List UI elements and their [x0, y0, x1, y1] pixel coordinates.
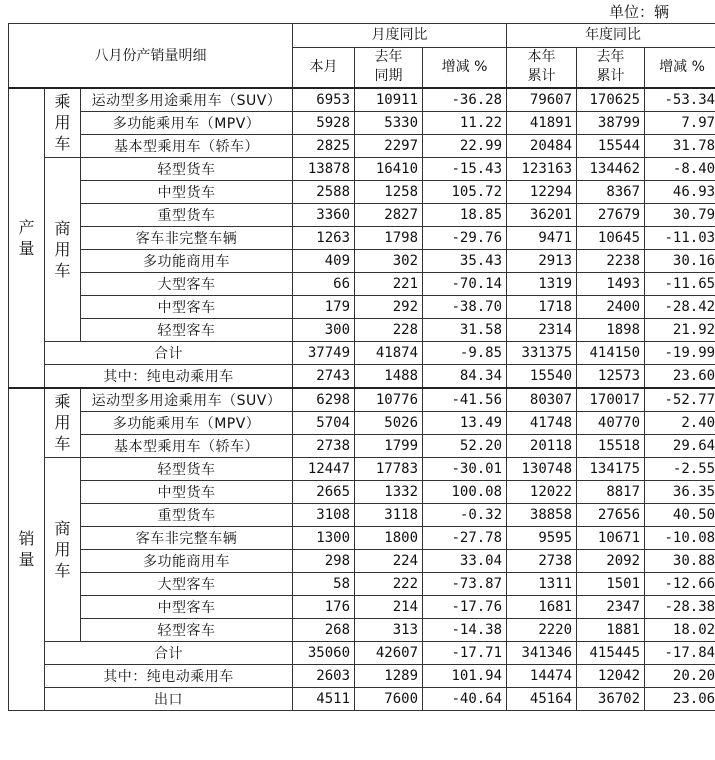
table-row [9, 503, 715, 526]
row-name: 合计 [45, 341, 293, 364]
table-title: 八月份产销量明细 [9, 24, 293, 88]
table-row [9, 180, 715, 203]
column-header: 去年 同期 [355, 48, 423, 88]
value-cell: -10.08 [645, 526, 715, 549]
value-cell: 2092 [577, 549, 645, 572]
value-cell: 170017 [577, 388, 645, 412]
production-section-label: 产 量 [9, 88, 45, 388]
value-cell: 1898 [577, 318, 645, 341]
table-row [9, 249, 715, 272]
value-cell: 9471 [507, 226, 577, 249]
row-name: 多功能乘用车（MPV） [81, 111, 293, 134]
value-cell: 2238 [577, 249, 645, 272]
sales-ev-row [9, 664, 715, 687]
value-cell: 37749 [293, 341, 355, 364]
value-cell: 40770 [577, 411, 645, 434]
value-cell: 10645 [577, 226, 645, 249]
value-cell: 3118 [355, 503, 423, 526]
row-name: 轻型客车 [81, 318, 293, 341]
value-cell: 176 [293, 595, 355, 618]
row-name: 基本型乘用车（轿车） [81, 434, 293, 457]
value-cell: 1798 [355, 226, 423, 249]
value-cell: 30.88 [645, 549, 715, 572]
value-cell: 1881 [577, 618, 645, 641]
table-row [9, 526, 715, 549]
value-cell: -28.38 [645, 595, 715, 618]
value-cell: -0.32 [423, 503, 507, 526]
value-cell: 5704 [293, 411, 355, 434]
value-cell: 100.08 [423, 480, 507, 503]
monthly-group-header: 月度同比 [293, 24, 507, 48]
value-cell: 1501 [577, 572, 645, 595]
table-row [9, 272, 715, 295]
value-cell: 2588 [293, 180, 355, 203]
value-cell: 8367 [577, 180, 645, 203]
value-cell: 23.60 [645, 364, 715, 388]
value-cell: 18.85 [423, 203, 507, 226]
table-row [9, 134, 715, 157]
value-cell: 1263 [293, 226, 355, 249]
table-row [9, 388, 715, 412]
value-cell: 409 [293, 249, 355, 272]
value-cell: 2738 [507, 549, 577, 572]
value-cell: 224 [355, 549, 423, 572]
value-cell: 1799 [355, 434, 423, 457]
value-cell: 41748 [507, 411, 577, 434]
row-name: 出口 [45, 687, 293, 710]
value-cell: 15540 [507, 364, 577, 388]
value-cell: -11.03 [645, 226, 715, 249]
value-cell: 27679 [577, 203, 645, 226]
value-cell: 1258 [355, 180, 423, 203]
value-cell: -29.76 [423, 226, 507, 249]
value-cell: 38858 [507, 503, 577, 526]
table-row [9, 618, 715, 641]
table-row [9, 226, 715, 249]
value-cell: 6298 [293, 388, 355, 412]
sales-passenger-label: 乘 用 车 [45, 388, 81, 458]
column-header: 去年 累计 [577, 48, 645, 88]
value-cell: -17.84 [645, 641, 715, 664]
column-header: 本月 [293, 48, 355, 88]
value-cell: 9595 [507, 526, 577, 549]
value-cell: 7.97 [645, 111, 715, 134]
value-cell: 80307 [507, 388, 577, 412]
value-cell: 2220 [507, 618, 577, 641]
value-cell: 130748 [507, 457, 577, 480]
value-cell: -40.64 [423, 687, 507, 710]
value-cell: 21.92 [645, 318, 715, 341]
value-cell: 2825 [293, 134, 355, 157]
production-passenger-label: 乘 用 车 [45, 88, 81, 158]
value-cell: 20118 [507, 434, 577, 457]
value-cell: 36702 [577, 687, 645, 710]
value-cell: 214 [355, 595, 423, 618]
row-name: 其中：纯电动乘用车 [45, 364, 293, 388]
value-cell: -17.71 [423, 641, 507, 664]
row-name: 客车非完整车辆 [81, 226, 293, 249]
row-name: 重型货车 [81, 503, 293, 526]
value-cell: 20.20 [645, 664, 715, 687]
value-cell: 35.43 [423, 249, 507, 272]
value-cell: 33.04 [423, 549, 507, 572]
value-cell: 331375 [507, 341, 577, 364]
value-cell: 66 [293, 272, 355, 295]
value-cell: 10776 [355, 388, 423, 412]
production-commercial-label: 商 用 车 [45, 157, 81, 341]
value-cell: 302 [355, 249, 423, 272]
value-cell: 42607 [355, 641, 423, 664]
row-name: 轻型客车 [81, 618, 293, 641]
value-cell: 27656 [577, 503, 645, 526]
value-cell: 12294 [507, 180, 577, 203]
table-row [9, 157, 715, 180]
value-cell: -17.76 [423, 595, 507, 618]
value-cell: 2314 [507, 318, 577, 341]
table-row [9, 572, 715, 595]
value-cell: 15544 [577, 134, 645, 157]
column-header: 增减 % [645, 48, 715, 88]
value-cell: 2400 [577, 295, 645, 318]
value-cell: 5026 [355, 411, 423, 434]
row-name: 多功能商用车 [81, 549, 293, 572]
value-cell: 292 [355, 295, 423, 318]
value-cell: 415445 [577, 641, 645, 664]
value-cell: 1718 [507, 295, 577, 318]
row-name: 大型客车 [81, 272, 293, 295]
value-cell: 10671 [577, 526, 645, 549]
row-name: 运动型多用途乘用车（SUV） [81, 388, 293, 412]
table-row [9, 295, 715, 318]
table-row [9, 457, 715, 480]
value-cell: 1319 [507, 272, 577, 295]
value-cell: -19.99 [645, 341, 715, 364]
value-cell: 5330 [355, 111, 423, 134]
table-row [9, 434, 715, 457]
production-total-row [9, 341, 715, 364]
value-cell: 20484 [507, 134, 577, 157]
row-name: 多功能商用车 [81, 249, 293, 272]
sales-export-row [9, 687, 715, 710]
value-cell: 1681 [507, 595, 577, 618]
value-cell: 2743 [293, 364, 355, 388]
value-cell: 13.49 [423, 411, 507, 434]
value-cell: -27.78 [423, 526, 507, 549]
value-cell: -2.55 [645, 457, 715, 480]
value-cell: 12447 [293, 457, 355, 480]
value-cell: 3360 [293, 203, 355, 226]
row-name: 中型货车 [81, 180, 293, 203]
value-cell: 12573 [577, 364, 645, 388]
value-cell: 123163 [507, 157, 577, 180]
value-cell: 221 [355, 272, 423, 295]
value-cell: 2297 [355, 134, 423, 157]
value-cell: -53.34 [645, 88, 715, 112]
value-cell: 5928 [293, 111, 355, 134]
value-cell: -12.66 [645, 572, 715, 595]
value-cell: 134462 [577, 157, 645, 180]
value-cell: 2827 [355, 203, 423, 226]
value-cell: 105.72 [423, 180, 507, 203]
value-cell: 4511 [293, 687, 355, 710]
row-name: 基本型乘用车（轿车） [81, 134, 293, 157]
value-cell: 84.34 [423, 364, 507, 388]
value-cell: 46.93 [645, 180, 715, 203]
row-name: 客车非完整车辆 [81, 526, 293, 549]
value-cell: -9.85 [423, 341, 507, 364]
value-cell: 30.79 [645, 203, 715, 226]
row-name: 合计 [45, 641, 293, 664]
table-row [9, 411, 715, 434]
value-cell: 313 [355, 618, 423, 641]
value-cell: 3108 [293, 503, 355, 526]
value-cell: 40.50 [645, 503, 715, 526]
value-cell: 41874 [355, 341, 423, 364]
value-cell: 170625 [577, 88, 645, 112]
row-name: 运动型多用途乘用车（SUV） [81, 88, 293, 112]
value-cell: 31.78 [645, 134, 715, 157]
value-cell: 414150 [577, 341, 645, 364]
table-row [9, 111, 715, 134]
row-name: 中型客车 [81, 295, 293, 318]
row-name: 轻型货车 [81, 457, 293, 480]
value-cell: 341346 [507, 641, 577, 664]
value-cell: -41.56 [423, 388, 507, 412]
value-cell: -73.87 [423, 572, 507, 595]
row-name: 大型客车 [81, 572, 293, 595]
value-cell: 6953 [293, 88, 355, 112]
value-cell: 1800 [355, 526, 423, 549]
row-name: 重型货车 [81, 203, 293, 226]
value-cell: 35060 [293, 641, 355, 664]
value-cell: 36.35 [645, 480, 715, 503]
row-name: 轻型货车 [81, 157, 293, 180]
value-cell: 12042 [577, 664, 645, 687]
value-cell: 1289 [355, 664, 423, 687]
value-cell: 16410 [355, 157, 423, 180]
value-cell: 29.64 [645, 434, 715, 457]
value-cell: 45164 [507, 687, 577, 710]
value-cell: -52.77 [645, 388, 715, 412]
value-cell: 268 [293, 618, 355, 641]
value-cell: -15.43 [423, 157, 507, 180]
value-cell: 134175 [577, 457, 645, 480]
value-cell: 222 [355, 572, 423, 595]
value-cell: 58 [293, 572, 355, 595]
value-cell: 10911 [355, 88, 423, 112]
value-cell: 2738 [293, 434, 355, 457]
value-cell: 79607 [507, 88, 577, 112]
table-row [9, 88, 715, 112]
value-cell: 101.94 [423, 664, 507, 687]
value-cell: 13878 [293, 157, 355, 180]
unit-label: 单位：辆 [608, 3, 669, 21]
value-cell: -70.14 [423, 272, 507, 295]
value-cell: 2665 [293, 480, 355, 503]
yearly-group-header: 年度同比 [507, 24, 715, 48]
table-row [9, 480, 715, 503]
value-cell: -36.28 [423, 88, 507, 112]
value-cell: 1332 [355, 480, 423, 503]
row-name: 其中：纯电动乘用车 [45, 664, 293, 687]
table-row [9, 318, 715, 341]
value-cell: 11.22 [423, 111, 507, 134]
production-sales-table [8, 23, 715, 711]
value-cell: 1311 [507, 572, 577, 595]
row-name: 中型货车 [81, 480, 293, 503]
table-row [9, 203, 715, 226]
value-cell: -30.01 [423, 457, 507, 480]
value-cell: 12022 [507, 480, 577, 503]
column-header: 本年 累计 [507, 48, 577, 88]
value-cell: 18.02 [645, 618, 715, 641]
value-cell: -38.70 [423, 295, 507, 318]
sales-total-row [9, 641, 715, 664]
row-name: 多功能乘用车（MPV） [81, 411, 293, 434]
row-name: 中型客车 [81, 595, 293, 618]
value-cell: 298 [293, 549, 355, 572]
sales-section-label: 销 量 [9, 388, 45, 711]
value-cell: 179 [293, 295, 355, 318]
value-cell: -11.65 [645, 272, 715, 295]
production-ev-row [9, 364, 715, 388]
value-cell: 228 [355, 318, 423, 341]
value-cell: -28.42 [645, 295, 715, 318]
value-cell: 1488 [355, 364, 423, 388]
value-cell: 2347 [577, 595, 645, 618]
value-cell: 17783 [355, 457, 423, 480]
value-cell: 2603 [293, 664, 355, 687]
value-cell: 1300 [293, 526, 355, 549]
value-cell: 23.06 [645, 687, 715, 710]
value-cell: -14.38 [423, 618, 507, 641]
column-header: 增减 % [423, 48, 507, 88]
table-row [9, 595, 715, 618]
value-cell: 15518 [577, 434, 645, 457]
value-cell: 2.40 [645, 411, 715, 434]
table-row [9, 549, 715, 572]
value-cell: 1493 [577, 272, 645, 295]
value-cell: 41891 [507, 111, 577, 134]
value-cell: 22.99 [423, 134, 507, 157]
value-cell: 38799 [577, 111, 645, 134]
value-cell: 30.16 [645, 249, 715, 272]
sales-commercial-label: 商 用 车 [45, 457, 81, 641]
value-cell: 36201 [507, 203, 577, 226]
value-cell: 8817 [577, 480, 645, 503]
value-cell: -8.40 [645, 157, 715, 180]
value-cell: 300 [293, 318, 355, 341]
value-cell: 2913 [507, 249, 577, 272]
value-cell: 52.20 [423, 434, 507, 457]
value-cell: 7600 [355, 687, 423, 710]
value-cell: 31.58 [423, 318, 507, 341]
value-cell: 14474 [507, 664, 577, 687]
